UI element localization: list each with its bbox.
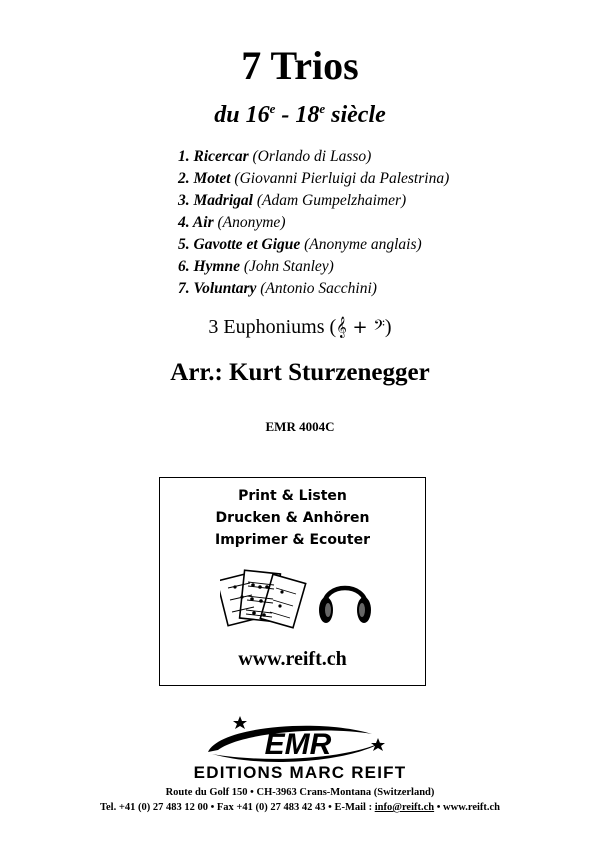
piece-composer: (Adam Gumpelzhaimer) <box>256 192 407 209</box>
piece-list <box>178 146 449 300</box>
footer-contact-prefix: Tel. +41 (0) 27 483 12 00 • Fax +41 (0) 27 483 42 43 • E-Mail : <box>99 802 375 813</box>
promo-url[interactable]: www.reift.ch <box>238 648 347 670</box>
subtitle-suffix: siècle <box>325 102 386 128</box>
list-item <box>178 212 449 234</box>
promo-icons <box>220 566 380 632</box>
subtitle-sup-2: e <box>319 101 326 116</box>
star-icon <box>233 716 247 729</box>
promo-line-drucken: Drucken & Anhören <box>215 510 370 526</box>
star-icon <box>371 738 385 751</box>
emr-logo <box>150 712 450 782</box>
subtitle-middle: - 18 <box>275 102 320 128</box>
piece-name: 1. Ricercar <box>178 148 249 165</box>
piece-composer: (John Stanley) <box>243 258 334 275</box>
piece-name: 6. Hymne <box>178 258 240 275</box>
list-item <box>178 256 449 278</box>
footer-contact <box>0 801 600 815</box>
list-item <box>178 190 449 212</box>
list-item <box>178 146 449 168</box>
piece-name: 7. Voluntary <box>178 280 257 297</box>
arranger: Arr.: Kurt Sturzenegger <box>170 359 430 386</box>
footer-contact-suffix: • www.reift.ch <box>434 802 501 813</box>
piece-composer: (Antonio Sacchini) <box>260 280 377 297</box>
piece-composer: (Orlando di Lasso) <box>252 148 372 165</box>
subtitle-sup-1: e <box>269 101 276 116</box>
piece-composer: (Anonyme) <box>217 214 286 231</box>
subtitle <box>0 94 600 130</box>
piece-composer: (Giovanni Pierluigi da Palestrina) <box>234 170 450 187</box>
promo-line-print-listen: Print & Listen <box>238 488 347 504</box>
piece-name: 3. Madrigal <box>178 192 253 209</box>
subtitle-prefix: du 16 <box>214 102 270 128</box>
instrumentation-text: 3 Euphoniums ( <box>208 316 337 338</box>
piece-name: 5. Gavotte et Gigue <box>178 236 301 253</box>
instrumentation-close: ) <box>384 316 392 338</box>
logo-mark: EMR <box>264 728 332 761</box>
list-item <box>178 168 449 190</box>
promo-line-imprimer: Imprimer & Ecouter <box>214 532 370 548</box>
headphones-icon <box>319 588 371 623</box>
footer-address: Route du Golf 150 • CH-3963 Crans-Montana (Switzerland) <box>165 787 435 798</box>
page-title: 7 Trios <box>241 43 359 88</box>
list-item <box>178 278 449 300</box>
clef-symbols: 𝄞 + 𝄢 <box>336 317 385 338</box>
instrumentation <box>0 314 600 341</box>
piece-name: 2. Motet <box>178 170 231 187</box>
sheet-music-icon <box>220 570 306 628</box>
piece-name: 4. Air <box>178 214 214 231</box>
piece-composer: (Anonyme anglais) <box>304 236 422 253</box>
logo-wordmark: EDITIONS MARC REIFT <box>193 763 407 782</box>
promo-box <box>159 477 426 686</box>
list-item <box>178 234 449 256</box>
email-link[interactable]: info@reift.ch <box>374 802 435 813</box>
catalog-number: EMR 4004C <box>265 419 335 434</box>
logo-emblem <box>208 716 385 762</box>
